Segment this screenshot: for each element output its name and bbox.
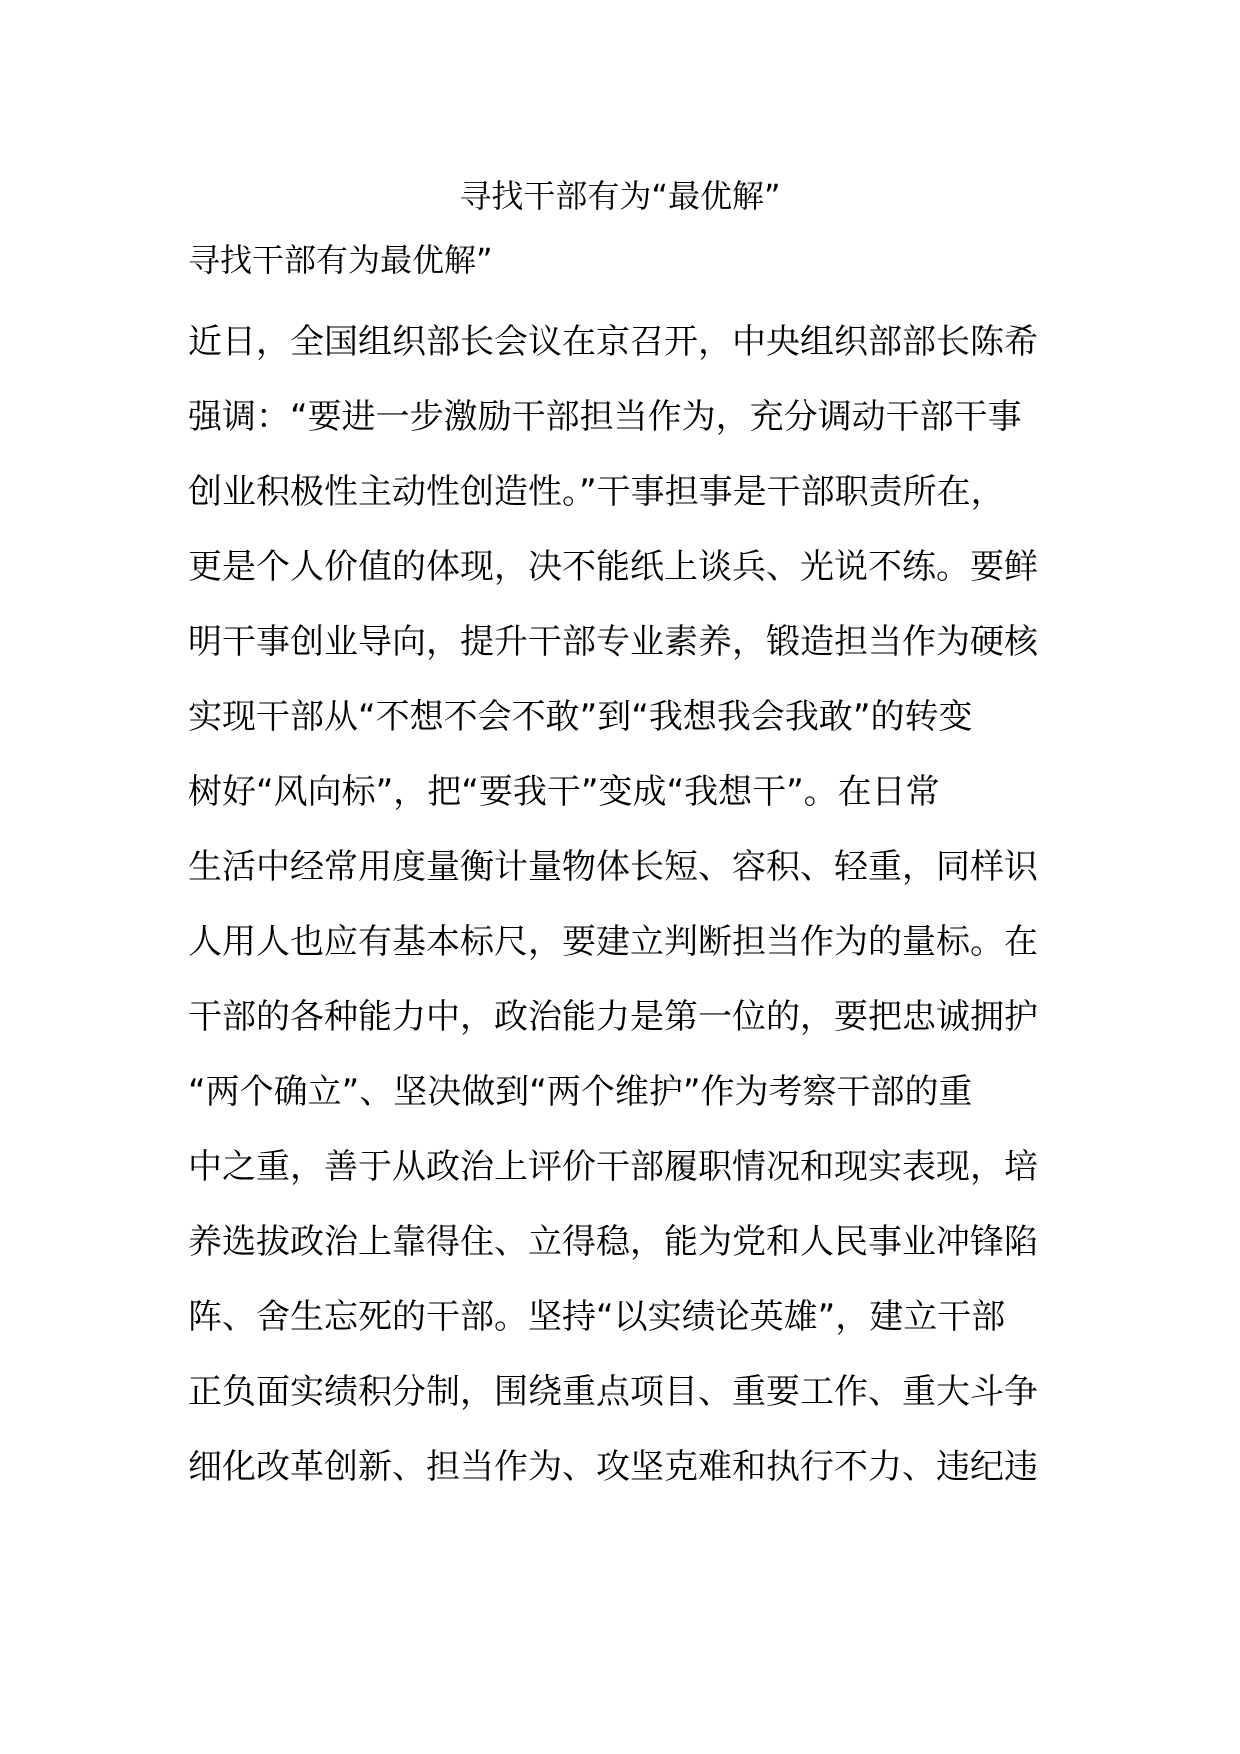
paragraph-line: 养选拔政治上靠得住、立得稳，能为党和人民事业冲锋陷 xyxy=(188,1222,1038,1262)
paragraph-line: “两个确立”、坚决做到“两个维护”作为考察干部的重 xyxy=(188,1072,973,1112)
paragraph-line: 明干事创业导向，提升干部专业素养，锻造担当作为硬核 xyxy=(188,622,1038,662)
paragraph-line: 干部的各种能力中，政治能力是第一位的，要把忠诚拥护 xyxy=(188,997,1038,1037)
paragraph-line: 创业积极性主动性创造性。”干事担事是干部职责所在， xyxy=(188,472,1005,512)
paragraph-line: 正负面实绩积分制，围绕重点项目、重要工作、重大斗争 xyxy=(188,1372,1038,1412)
paragraph-line: 强调：“要进一步激励干部担当作为，充分调动干部干事 xyxy=(188,397,1022,437)
paragraph-2 xyxy=(188,755,1068,1505)
paragraph-line: 人用人也应有基本标尺，要建立判断担当作为的量标。在 xyxy=(188,922,1038,962)
paragraph-line: 生活中经常用度量衡计量物体长短、容积、轻重，同样识 xyxy=(188,847,1038,887)
paragraph-line: 树好“风向标”，把“要我干”变成“我想干”。在日常 xyxy=(188,772,940,812)
paragraph-line: 中之重，善于从政治上评价干部履职情况和现实表现，培 xyxy=(188,1147,1038,1187)
paragraph-line: 阵、舍生忘死的干部。坚持“以实绩论英雄”，建立干部 xyxy=(188,1297,1006,1337)
paragraph-line: 细化改革创新、担当作为、攻坚克难和执行不力、违纪违 xyxy=(188,1447,1038,1487)
paragraph-line: 近日，全国组织部长会议在京召开，中央组织部部长陈希 xyxy=(188,322,1038,362)
document-subtitle: 寻找干部有为最优解” xyxy=(188,241,493,279)
paragraph-line: 更是个人价值的体现，决不能纸上谈兵、光说不练。要鲜 xyxy=(188,547,1038,587)
page-title: 寻找干部有为“最优解” xyxy=(459,177,781,215)
paragraph-1 xyxy=(188,305,1068,755)
paragraph-line: 实现干部从“不想不会不敢”到“我想我会我敢”的转变 xyxy=(188,697,973,737)
